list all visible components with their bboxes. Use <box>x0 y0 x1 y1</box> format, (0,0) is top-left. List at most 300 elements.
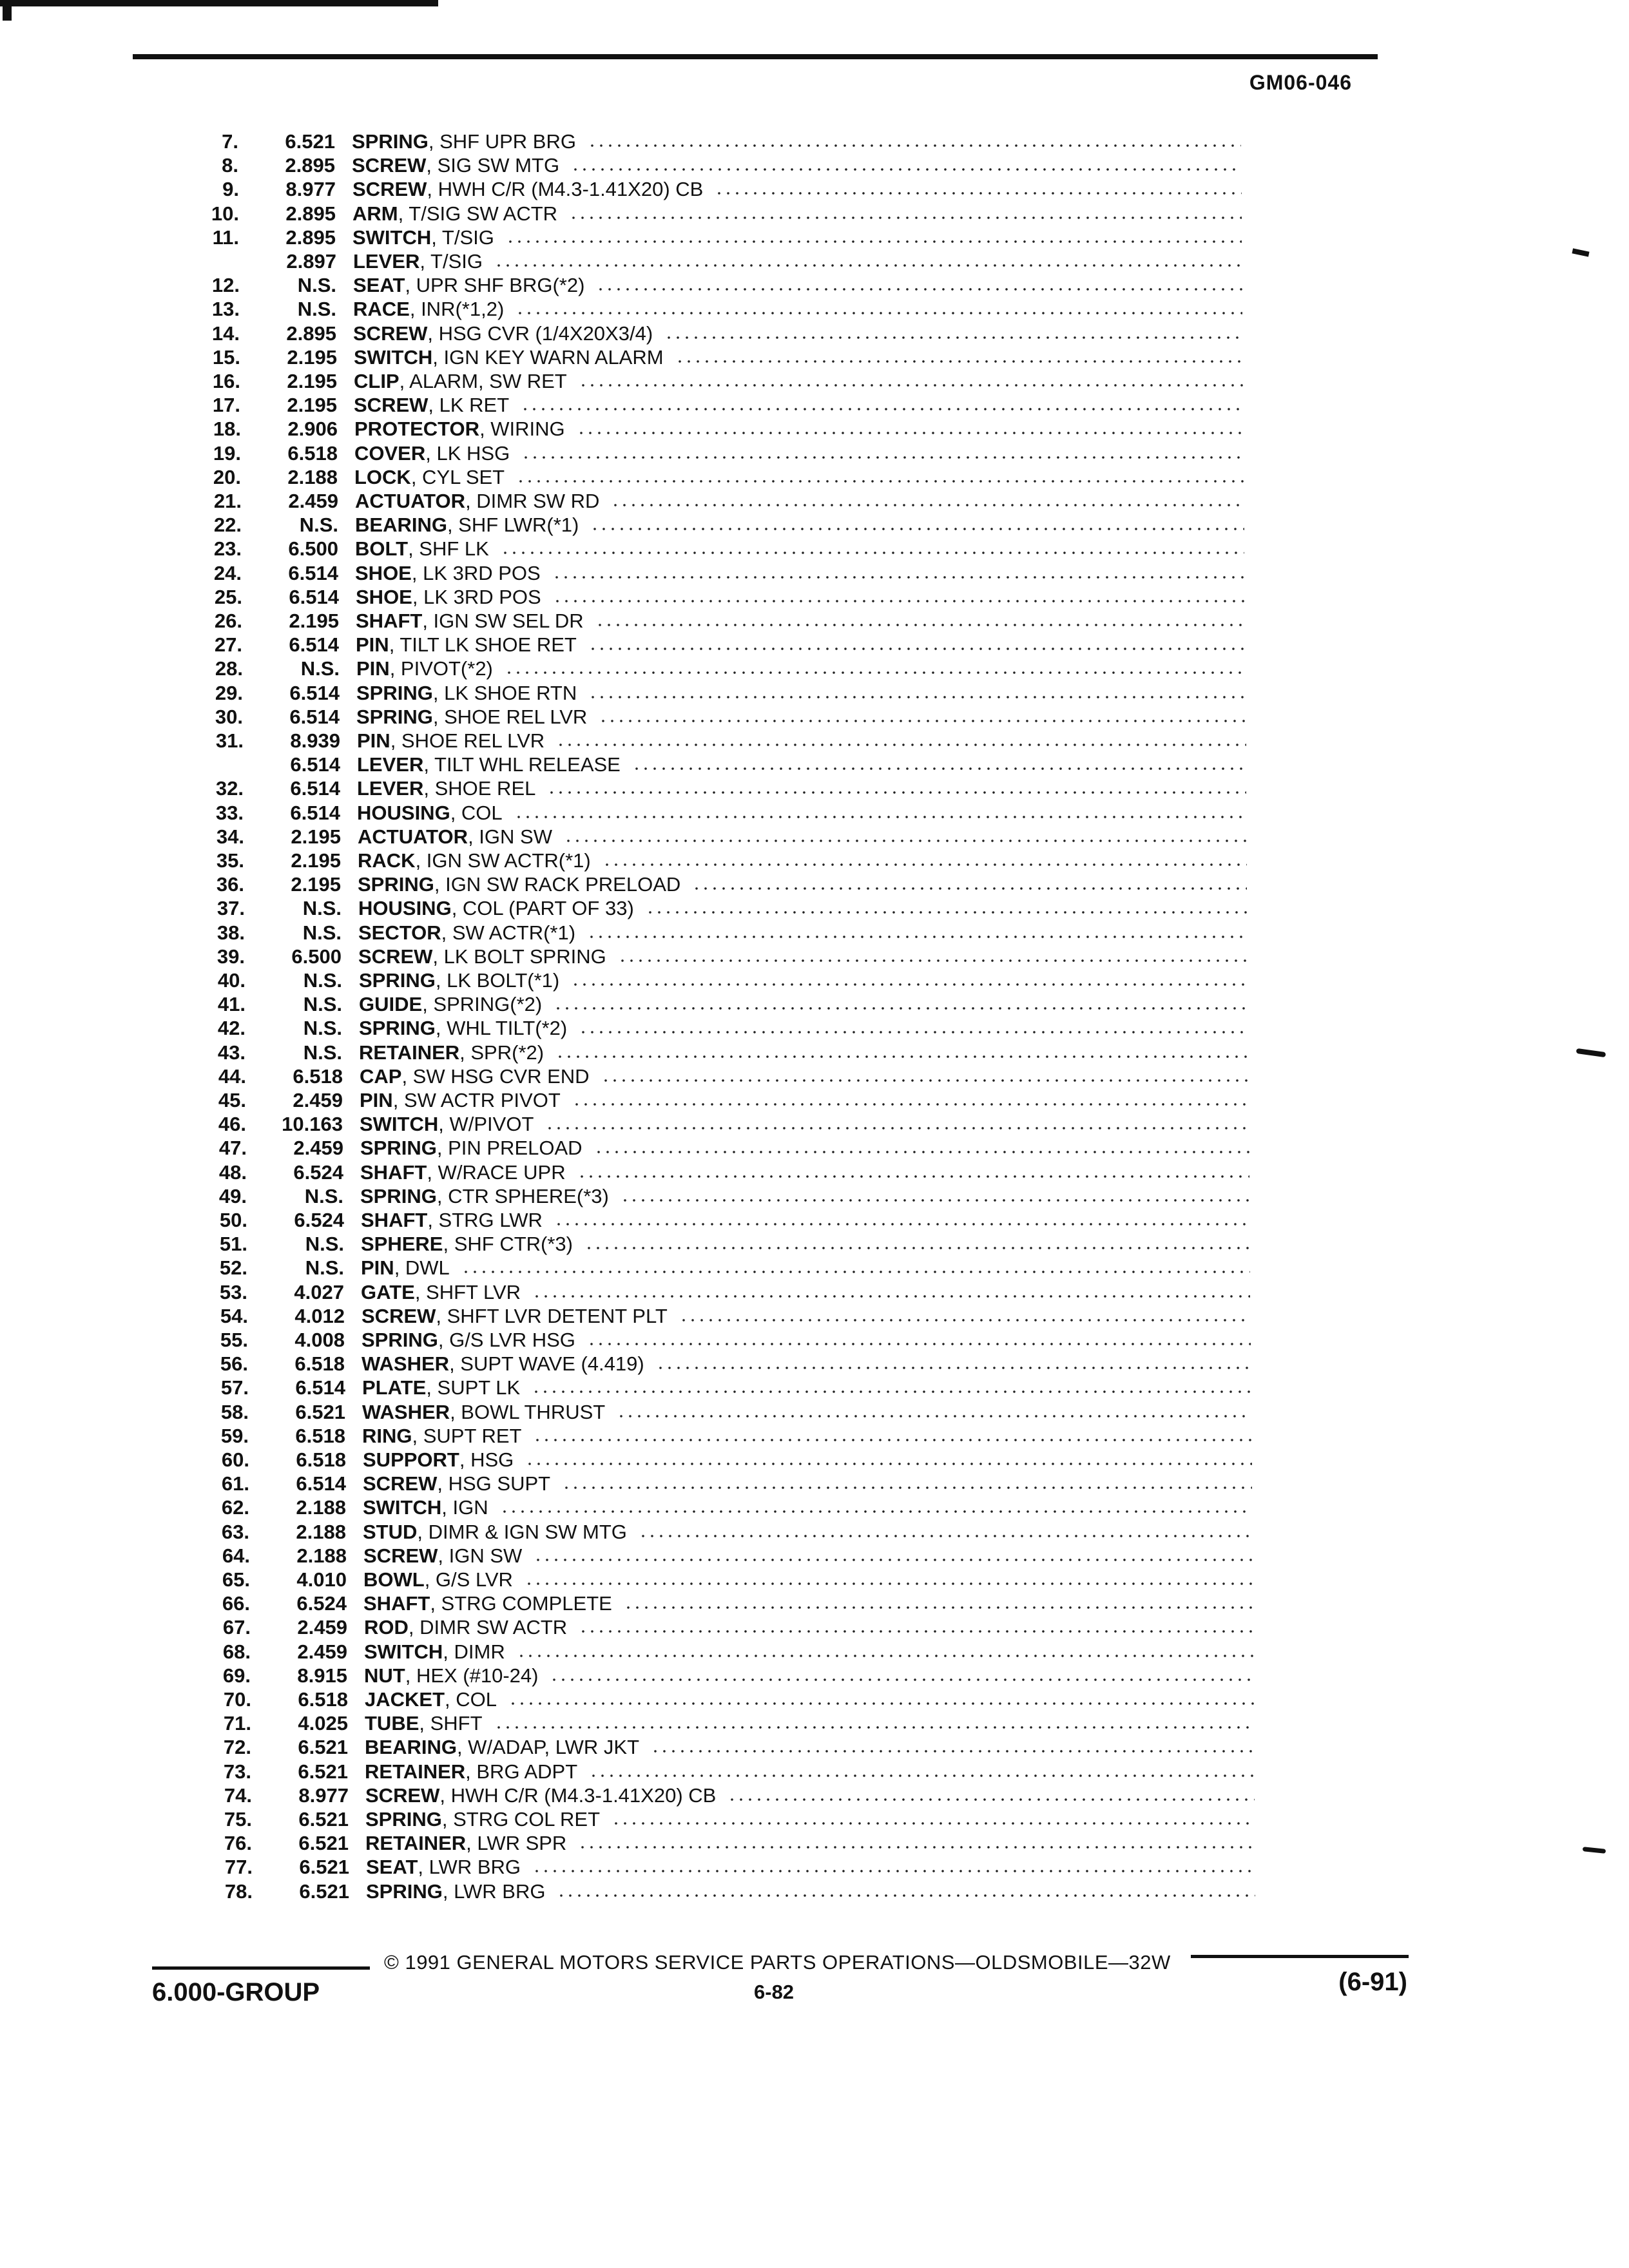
leader-dots <box>564 840 1247 842</box>
leader-dots <box>715 192 1242 195</box>
leader-dots <box>588 144 1241 147</box>
part-name: LEVER <box>353 250 420 273</box>
group-number: 2.459 <box>297 1616 347 1639</box>
part-name: SEAT <box>353 274 405 296</box>
part-detail: , SUPT LK <box>426 1376 521 1399</box>
part-name: SWITCH <box>354 346 433 369</box>
leader-dots <box>494 1726 1254 1729</box>
leader-dots <box>506 240 1242 243</box>
part-detail: , G/S LVR HSG <box>438 1329 575 1351</box>
group-number: N.S. <box>303 969 342 992</box>
leader-dots <box>532 1295 1250 1298</box>
leader-dots <box>571 168 1241 171</box>
part-detail: , IGN SW ACTR(*1) <box>415 849 591 872</box>
group-number: 8.915 <box>297 1664 347 1687</box>
leader-dots <box>555 1055 1248 1058</box>
part-detail: , SHF LK <box>408 537 489 560</box>
part-description <box>359 1041 1325 1064</box>
part-name: SHAFT <box>361 1209 428 1231</box>
part-name: LOCK <box>354 466 411 488</box>
item-number: 16. <box>212 370 240 392</box>
item-number: 52. <box>219 1256 247 1279</box>
part-name: RETAINER <box>365 1832 467 1854</box>
parts-row <box>0 969 1629 992</box>
item-number: 75. <box>224 1808 252 1831</box>
part-name: SPRING <box>366 1880 443 1903</box>
part-name: SCREW <box>352 178 427 200</box>
part-detail: , PIVOT(*2) <box>389 657 493 680</box>
group-number: N.S. <box>299 514 338 536</box>
parts-row <box>0 1161 1629 1184</box>
item-number: 27. <box>214 633 242 656</box>
group-number: 6.518 <box>287 442 338 465</box>
item-number: 18. <box>213 418 241 440</box>
part-name: SCREW <box>358 945 433 968</box>
item-number: 78. <box>224 1880 253 1903</box>
item-number: 26. <box>214 610 242 632</box>
group-number: N.S. <box>300 657 340 680</box>
leader-dots <box>572 1103 1249 1106</box>
part-description <box>355 562 1322 585</box>
parts-row <box>0 1856 1629 1879</box>
part-name: GATE <box>361 1281 415 1303</box>
group-number: 6.514 <box>289 586 339 608</box>
part-name: PLATE <box>362 1376 427 1399</box>
part-description <box>358 825 1324 849</box>
parts-row <box>0 1736 1629 1759</box>
group-number: 2.195 <box>287 370 337 392</box>
part-description <box>358 873 1324 896</box>
leader-dots <box>599 720 1246 722</box>
part-description <box>361 1305 1328 1328</box>
item-number: 62. <box>221 1496 249 1519</box>
group-number: 2.895 <box>285 202 336 225</box>
group-number: 6.518 <box>295 1425 345 1447</box>
group-number: N.S. <box>304 1185 343 1207</box>
part-description <box>354 346 1320 369</box>
part-description <box>357 753 1324 776</box>
item-number: 17. <box>212 394 240 416</box>
part-detail: , HSG SUPT <box>437 1472 551 1495</box>
part-detail: , SHFT LVR DETENT PLT <box>436 1305 668 1327</box>
part-description <box>360 1161 1327 1184</box>
item-number: 29. <box>215 682 243 704</box>
part-detail: , HWH C/R (M4.3-1.41X20) CB <box>427 178 704 200</box>
group-number: 2.895 <box>285 154 335 177</box>
group-number: 6.524 <box>294 1209 344 1231</box>
part-description <box>358 921 1325 945</box>
leader-dots <box>611 504 1244 506</box>
part-name: SWITCH <box>352 226 432 249</box>
part-description <box>359 1017 1325 1040</box>
part-name: SCREW <box>354 394 429 416</box>
part-detail: , HEX (#10-24) <box>405 1664 539 1687</box>
item-number: 64. <box>222 1544 250 1567</box>
item-number: 13. <box>211 298 240 320</box>
leader-dots <box>589 1774 1254 1777</box>
item-number: 73. <box>223 1760 251 1783</box>
part-name: ACTUATOR <box>355 490 466 512</box>
part-detail: , HSG <box>459 1448 514 1471</box>
group-number: 2.188 <box>296 1521 346 1543</box>
part-detail: , W/ADAP, LWR JKT <box>456 1736 640 1758</box>
part-detail: , SHOE REL LVR <box>390 729 545 752</box>
leader-dots <box>584 1247 1250 1249</box>
part-name: SPRING <box>356 682 433 704</box>
part-detail: , COL <box>445 1688 497 1711</box>
parts-row <box>0 1017 1629 1040</box>
part-detail: , IGN KEY WARN ALARM <box>432 346 664 369</box>
group-number: N.S. <box>302 921 342 944</box>
item-number: 69. <box>222 1664 251 1687</box>
part-description <box>366 1880 1333 1903</box>
part-description <box>359 993 1325 1016</box>
item-number: 39. <box>217 945 245 968</box>
part-description <box>366 1856 1333 1879</box>
part-name: SPRING <box>358 873 434 896</box>
part-name: SPRING <box>356 706 433 728</box>
part-name: ACTUATOR <box>358 825 468 848</box>
part-description <box>362 1401 1329 1424</box>
part-description <box>353 298 1320 321</box>
item-number: 21. <box>213 490 242 512</box>
group-number: 8.977 <box>298 1784 349 1807</box>
part-detail: , LWR BRG <box>442 1880 546 1903</box>
group-number: 2.188 <box>296 1544 347 1567</box>
leader-dots <box>554 1223 1250 1225</box>
parts-row <box>0 250 1629 273</box>
part-detail: , CYL SET <box>410 466 505 488</box>
part-name: SWITCH <box>364 1640 443 1663</box>
group-number: 6.524 <box>296 1592 347 1615</box>
part-detail: , SHF LWR(*1) <box>447 514 579 536</box>
part-name: SPHERE <box>361 1233 443 1255</box>
parts-row <box>0 777 1629 800</box>
parts-row <box>0 1305 1629 1328</box>
part-detail: , HSG CVR (1/4X20X3/4) <box>427 322 653 345</box>
leader-dots <box>554 1007 1248 1010</box>
part-detail: , SHF CTR(*3) <box>443 1233 573 1255</box>
parts-row <box>0 1448 1629 1472</box>
leader-dots <box>632 767 1246 770</box>
scan-corner-mark <box>0 0 438 6</box>
part-name: SPRING <box>365 1808 442 1831</box>
leader-dots <box>595 624 1245 626</box>
part-name: HOUSING <box>358 897 452 919</box>
part-detail: , IGN SW <box>438 1544 523 1567</box>
parts-row <box>0 226 1629 249</box>
part-detail: , WHL TILT(*2) <box>435 1017 568 1039</box>
leader-dots <box>594 1151 1249 1153</box>
part-description <box>359 969 1325 992</box>
item-number: 60. <box>221 1448 249 1471</box>
parts-row <box>0 586 1629 609</box>
item-number: 63. <box>221 1521 249 1543</box>
parts-row <box>0 394 1629 417</box>
item-number: 47. <box>218 1137 247 1159</box>
part-description <box>356 633 1322 657</box>
part-name: WASHER <box>362 1401 450 1423</box>
item-number: 30. <box>215 706 243 728</box>
page-number: 6-82 <box>754 1981 795 2003</box>
item-number: 10. <box>211 202 239 225</box>
part-detail: , T/SIG <box>431 226 494 249</box>
copyright-line: © 1991 GENERAL MOTORS SERVICE PARTS OPERATIONS—OLDSMOBILE—32W <box>384 1951 1171 1974</box>
leader-dots <box>532 1390 1251 1393</box>
date-code: (6-91) <box>1338 1968 1407 1996</box>
group-number: N.S. <box>303 1041 342 1064</box>
parts-row <box>0 154 1629 177</box>
group-number: 4.010 <box>296 1568 347 1591</box>
part-name: STUD <box>363 1521 418 1543</box>
item-number: 58. <box>220 1401 249 1423</box>
leader-dots <box>612 1822 1255 1825</box>
part-detail: , W/PIVOT <box>438 1113 534 1135</box>
parts-row <box>0 729 1629 753</box>
part-description <box>362 1425 1329 1448</box>
item-number: 57. <box>220 1376 249 1399</box>
leader-dots <box>552 576 1244 579</box>
part-detail: , LK HSG <box>425 442 510 465</box>
part-detail: , DWL <box>394 1256 450 1279</box>
group-number: 6.521 <box>299 1856 349 1878</box>
leader-dots <box>556 744 1246 746</box>
parts-row <box>0 1832 1629 1855</box>
leader-dots <box>569 216 1242 219</box>
part-description <box>364 1640 1331 1664</box>
part-name: SHOE <box>356 586 412 608</box>
part-detail: , WIRING <box>479 418 565 440</box>
item-number: 67. <box>222 1616 251 1639</box>
part-description <box>352 130 1318 153</box>
document-code: GM06-046 <box>1249 71 1352 94</box>
part-detail: , PIN PRELOAD <box>436 1137 583 1159</box>
parts-row <box>0 514 1629 537</box>
part-detail: , HWH C/R (M4.3-1.41X20) CB <box>439 1784 717 1807</box>
part-name: SPRING <box>359 969 436 992</box>
parts-row <box>0 418 1629 441</box>
group-number: 2.459 <box>297 1640 347 1663</box>
item-number: 37. <box>217 897 245 919</box>
group-number: N.S. <box>305 1256 344 1279</box>
leader-dots <box>571 983 1248 986</box>
leader-dots <box>617 1415 1251 1418</box>
item-number: 33. <box>215 802 244 824</box>
group-number: 6.514 <box>290 777 340 800</box>
parts-row <box>0 130 1629 153</box>
part-description <box>356 586 1322 609</box>
leader-dots <box>557 1894 1255 1897</box>
item-number: 9. <box>222 178 239 200</box>
part-detail: , LK RET <box>428 394 510 416</box>
part-description <box>355 490 1322 513</box>
parts-row <box>0 1185 1629 1208</box>
group-number: 6.514 <box>289 682 340 704</box>
part-detail: , SUPT RET <box>412 1425 522 1447</box>
part-name: TUBE <box>365 1712 419 1735</box>
scan-corner-tick <box>3 0 12 21</box>
part-detail: , SHOE REL <box>423 777 536 800</box>
part-detail: , DIMR SW RD <box>465 490 600 512</box>
leader-dots <box>562 1486 1252 1489</box>
item-number: 61. <box>221 1472 249 1495</box>
part-name: SPRING <box>361 1329 438 1351</box>
part-description <box>365 1688 1331 1711</box>
group-number: N.S. <box>305 1233 344 1255</box>
parts-row <box>0 921 1629 945</box>
part-description <box>352 202 1319 226</box>
part-description <box>361 1352 1328 1376</box>
parts-row <box>0 753 1629 776</box>
item-number: 51. <box>219 1233 247 1255</box>
item-number: 35. <box>216 849 244 872</box>
group-number: 2.195 <box>289 610 339 632</box>
part-name: SPRING <box>359 1017 436 1039</box>
leader-dots <box>508 1702 1254 1705</box>
leader-dots <box>525 1582 1253 1585</box>
part-name: SCREW <box>353 322 428 345</box>
item-number: 38. <box>217 921 245 944</box>
item-number: 20. <box>213 466 241 488</box>
parts-row <box>0 1784 1629 1807</box>
leader-dots <box>646 911 1248 914</box>
parts-row <box>0 537 1629 561</box>
part-detail: , ALARM, SW RET <box>399 370 567 392</box>
parts-row <box>0 1521 1629 1544</box>
leader-dots <box>675 360 1243 363</box>
part-description <box>352 154 1318 177</box>
leader-dots <box>550 1678 1253 1681</box>
part-name: NUT <box>364 1664 405 1687</box>
group-number: 6.518 <box>296 1448 346 1471</box>
leader-dots <box>692 887 1247 890</box>
part-name: ROD <box>364 1616 409 1639</box>
part-detail: , LK BOLT SPRING <box>432 945 606 968</box>
leader-dots <box>525 1463 1252 1465</box>
part-description <box>360 1089 1326 1112</box>
parts-row <box>0 322 1629 345</box>
part-name: LEVER <box>357 753 424 776</box>
leader-dots <box>602 863 1247 866</box>
leader-dots <box>656 1367 1251 1369</box>
item-number: 71. <box>223 1712 251 1735</box>
item-number: 70. <box>223 1688 251 1711</box>
leader-dots <box>624 1606 1253 1609</box>
part-name: LEVER <box>357 777 424 800</box>
parts-row <box>0 1089 1629 1112</box>
leader-dots <box>532 1870 1255 1872</box>
part-name: CAP <box>360 1065 402 1088</box>
leader-dots <box>547 791 1246 794</box>
part-detail: , TILT WHL RELEASE <box>423 753 621 776</box>
leader-dots <box>587 936 1248 938</box>
group-number: 4.025 <box>298 1712 348 1735</box>
part-name: PROTECTOR <box>354 418 480 440</box>
group-number: 6.518 <box>294 1352 345 1375</box>
part-name: SWITCH <box>363 1496 442 1519</box>
part-detail: , T/SIG <box>419 250 483 273</box>
leader-dots <box>664 336 1242 339</box>
parts-row <box>0 178 1629 201</box>
part-name: SCREW <box>361 1305 436 1327</box>
parts-row <box>0 1425 1629 1448</box>
part-name: SWITCH <box>360 1113 439 1135</box>
item-number: 56. <box>220 1352 248 1375</box>
leader-dots <box>514 816 1246 818</box>
part-detail: , IGN SW RACK PRELOAD <box>434 873 681 896</box>
group-number: 6.514 <box>289 633 339 656</box>
part-name: RING <box>362 1425 412 1447</box>
part-name: SECTOR <box>358 921 441 944</box>
part-detail: , LK SHOE RTN <box>432 682 577 704</box>
part-description <box>363 1544 1330 1568</box>
part-name: PIN <box>357 729 390 752</box>
parts-row <box>0 1544 1629 1568</box>
group-number: 2.459 <box>293 1089 343 1111</box>
leader-dots <box>728 1798 1255 1801</box>
parts-row <box>0 1592 1629 1615</box>
part-description <box>355 537 1322 561</box>
parts-row <box>0 274 1629 297</box>
part-name: BEARING <box>355 514 447 536</box>
leader-dots <box>587 1343 1251 1345</box>
item-number: 41. <box>217 993 246 1015</box>
part-description <box>358 849 1324 872</box>
part-name: WASHER <box>361 1352 450 1375</box>
group-number: 6.518 <box>293 1065 343 1088</box>
group-number: 6.521 <box>295 1401 345 1423</box>
leader-dots <box>516 480 1244 483</box>
part-name: CLIP <box>354 370 400 392</box>
parts-row <box>0 1041 1629 1064</box>
item-number: 44. <box>218 1065 246 1088</box>
part-description <box>360 1185 1327 1208</box>
parts-row <box>0 1496 1629 1519</box>
leader-dots <box>500 1510 1252 1513</box>
part-detail: , BRG ADPT <box>465 1760 578 1783</box>
item-number: 55. <box>220 1329 248 1351</box>
item-number: 25. <box>214 586 242 608</box>
part-name: PIN <box>356 657 390 680</box>
part-name: SEAT <box>366 1856 418 1878</box>
group-number: 8.939 <box>290 729 340 752</box>
item-number: 76. <box>224 1832 252 1854</box>
part-detail: , SHFT LVR <box>414 1281 521 1303</box>
item-number: 28. <box>215 657 243 680</box>
part-detail: , SUPT WAVE (4.419) <box>449 1352 644 1375</box>
item-number: 54. <box>220 1305 248 1327</box>
part-name: SCREW <box>352 154 427 177</box>
part-description <box>363 1521 1329 1544</box>
part-name: RETAINER <box>365 1760 466 1783</box>
item-number: 77. <box>224 1856 253 1878</box>
group-number: 6.521 <box>285 130 335 153</box>
part-name: COVER <box>354 442 426 465</box>
part-detail: , T/SIG SW ACTR <box>398 202 558 225</box>
group-number: 6.500 <box>288 537 338 560</box>
parts-row <box>0 490 1629 513</box>
leader-dots <box>679 1319 1251 1321</box>
part-name: ARM <box>352 202 398 225</box>
part-description <box>361 1329 1328 1352</box>
item-number: 65. <box>222 1568 250 1591</box>
item-number: 34. <box>216 825 244 848</box>
parts-row <box>0 1329 1629 1352</box>
part-description <box>364 1616 1331 1639</box>
part-description <box>356 657 1323 680</box>
part-description <box>356 706 1323 729</box>
group-number: 6.521 <box>298 1832 349 1854</box>
